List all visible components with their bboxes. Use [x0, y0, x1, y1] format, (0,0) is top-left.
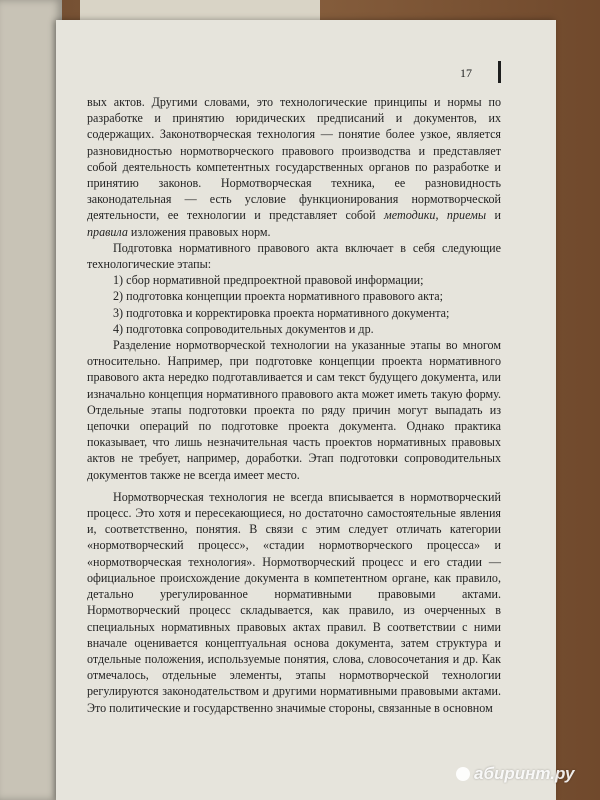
background-paper-sheet [80, 0, 320, 20]
text-run: вых актов. Другими словами, это технологические принципы и нормы по разработке и принятию юридических предписаний и документов, их содержащих. Законотворческая технология — понятие более узкое, является разновидностью нормотворческого правового производства и представляет собой деятельность компетентных государственных органов по разработке и принятию законов. Нормотворческая техника, ее разновидность законодательная — есть условие функционирования нормотворческой деятельности, ее технологии и представляет собой [87, 95, 501, 223]
page-body-text [87, 94, 501, 716]
list-item [87, 288, 501, 304]
labirint-watermark [456, 764, 574, 784]
list-item [87, 321, 501, 337]
watermark-text: абиринт.ру [474, 764, 575, 783]
text-run: Нормотворческая технология не всегда вписывается в нормотворческий процесс. Это хотя и пересекающиеся, но достаточно самостоятельные явления и, соответственно, понятия. В связи с этим следует отличать категории «нормотворческий процесс», «стадии нормотворческого процесса» и «нормотворческая технология». Нормотворческий процесс и его стадии — официальное происхождение документа в компетентном органе, как правило, детально урегулированное нормативными правовыми актами. Нормотворческий процесс складывается, как правило, из очерченных в специальных нормативных правовых актах правил. В соответствии с ними вначале оценивается концептуальная основа документа, затем структура и отдельные положения, используемые понятия, слова, словосочетания и др. Как отмечалось, отдельные элементы, этапы нормотворческой технологии регулируются законодательством и другими нормативными правовыми актами. Это политические и государственно значимые стороны, связанные в основном [87, 489, 501, 715]
labirint-logo-icon [456, 767, 470, 781]
text-run: и [486, 208, 501, 223]
list-item [87, 272, 501, 288]
text-run: 2) подготовка концепции проекта нормативного правового акта; [113, 289, 444, 304]
emphasized-text: правила [87, 224, 128, 239]
page-number-rule [498, 61, 501, 83]
text-run: Подготовка нормативного правового акта включает в себя следующие технологические этапы: [87, 240, 501, 272]
text-run: Разделение нормотворческой технологии на указанные этапы во многом относительно. Например, при подготовке концепции проекта нормативного правового акта нередко подготавливается и сам текст будущего документа, или изначально концепция нормативного правового акта может иметь такую форму. Отдельные этапы подготовки проекта по ряду причин могут выпадать из цепочки операций по подготовке проекта документа. Однако практика показывает, что лишь незначительная часть проектов нормативных правовых актов не требует, например, доработки. Этап подготовки сопроводительных документов также не всегда имеет место. [87, 338, 501, 482]
text-run: 4) подготовка сопроводительных документов и др. [113, 321, 374, 336]
list-item [87, 305, 501, 321]
paragraph [87, 94, 501, 240]
text-run: 3) подготовка и корректировка проекта нормативного документа; [113, 305, 450, 320]
paragraph [87, 337, 501, 483]
text-run: 1) сбор нормативной предпроектной правовой информации; [113, 273, 424, 288]
adjacent-left-page [0, 0, 62, 800]
paragraph [87, 489, 501, 716]
text-run: изложения правовых норм. [127, 224, 271, 239]
page-number: 17 [460, 66, 472, 80]
paragraph [87, 240, 501, 272]
emphasized-text: методики, приемы [384, 208, 487, 223]
